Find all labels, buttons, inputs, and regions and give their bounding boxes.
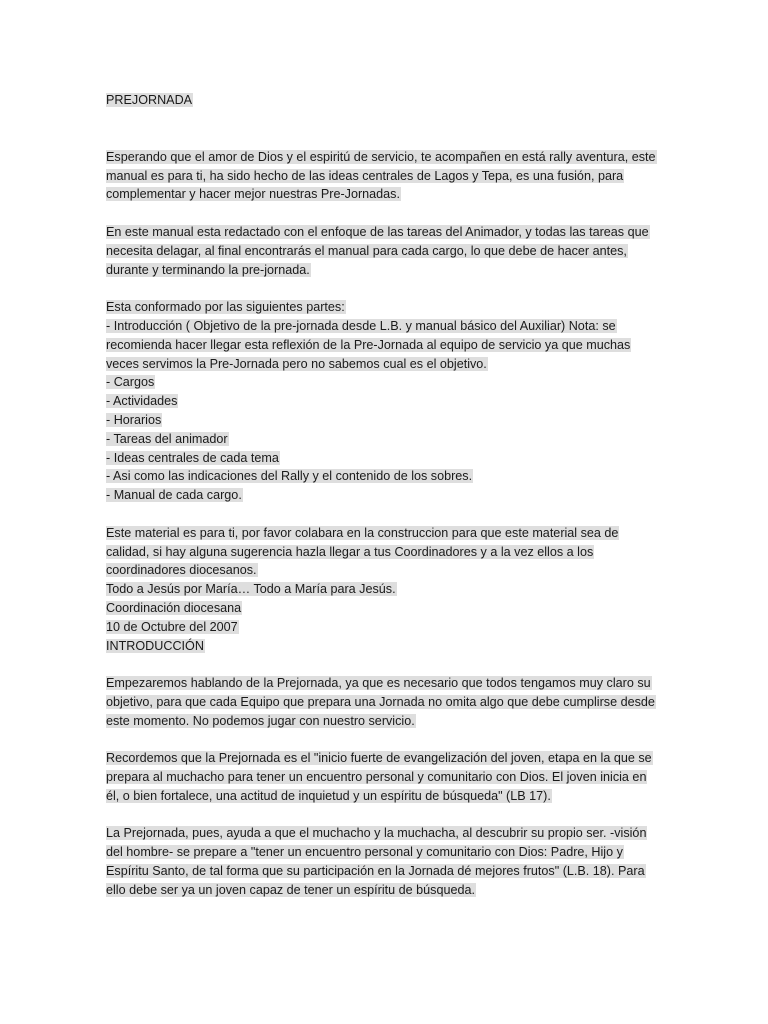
recall-line: Recordemos que la Prejornada es el "inicio fuerte de evangelización del joven, etapa en la que se bbox=[106, 751, 652, 766]
help-paragraph bbox=[106, 824, 662, 899]
objective-line: objetivo, para que cada Equipo que prepara una Jornada no omita algo que debe cumplirse desde bbox=[106, 694, 655, 709]
section-heading: INTRODUCCIÓN bbox=[106, 638, 204, 653]
document-title: PREJORNADA bbox=[106, 93, 193, 107]
help-line: del hombre- se prepare a "tener un encuentro personal y comunitario con Dios: Padre, Hijo y bbox=[106, 845, 623, 860]
recall-paragraph bbox=[106, 749, 662, 805]
intro-line: complementar y hacer mejor nuestras Pre-Jornadas. bbox=[106, 187, 400, 202]
material-paragraph bbox=[106, 524, 662, 656]
spacer bbox=[106, 110, 662, 148]
objective-paragraph bbox=[106, 674, 662, 730]
objective-line: este momento. No podemos jugar con nuestro servicio. bbox=[106, 713, 415, 728]
parts-intro-item: recomienda hacer llegar esta reflexión de la Pre-Jornada al equipo de servicio ya que muchas bbox=[106, 337, 631, 352]
spacer bbox=[106, 655, 662, 674]
manual-paragraph bbox=[106, 223, 662, 279]
parts-list-item: - Tareas del animador bbox=[106, 431, 228, 446]
help-line: La Prejornada, pues, ayuda a que el muchacho y la muchacha, al descubrir su propio ser. -visión bbox=[106, 826, 647, 841]
spacer bbox=[106, 279, 662, 298]
help-line: Espíritu Santo, de tal forma que su participación en la Jornada dé mejores frutos" (L.B. 18). Para bbox=[106, 864, 645, 879]
parts-intro-item: veces servimos la Pre-Jornada pero no sabemos cual es el objetivo. bbox=[106, 356, 487, 371]
manual-line: En este manual esta redactado con el enfoque de las tareas del Animador, y todas las tareas que bbox=[106, 224, 649, 239]
parts-intro-item: - Introducción ( Objetivo de la pre-jornada desde L.B. y manual básico del Auxiliar) Nota: se bbox=[106, 318, 616, 333]
material-line: calidad, si hay alguna sugerencia hazla llegar a tus Coordinadores y a la vez ellos a los bbox=[106, 544, 594, 559]
spacer bbox=[106, 731, 662, 750]
objective-line: Empezaremos hablando de la Prejornada, ya que es necesario que todos tengamos muy claro su bbox=[106, 676, 651, 691]
recall-line: él, o bien fortalece, una actitud de inquietud y un espíritu de búsqueda" (LB 17). bbox=[106, 788, 551, 803]
intro-line: manual es para ti, ha sido hecho de las ideas centrales de Lagos y Tepa, es una fusión, para bbox=[106, 168, 624, 183]
material-line: coordinadores diocesanos. bbox=[106, 563, 257, 578]
date: 10 de Octubre del 2007 bbox=[106, 619, 238, 634]
parts-list-item: - Manual de cada cargo. bbox=[106, 488, 242, 503]
parts-list-item: - Asi como las indicaciones del Rally y el contenido de los sobres. bbox=[106, 469, 473, 484]
help-line: ello debe ser ya un joven capaz de tener un espíritu de búsqueda. bbox=[106, 882, 475, 897]
spacer bbox=[106, 505, 662, 524]
signature: Coordinación diocesana bbox=[106, 600, 242, 615]
recall-line: prepara al muchacho para tener un encuentro personal y comunitario con Dios. El joven inicia en bbox=[106, 770, 647, 785]
intro-paragraph bbox=[106, 148, 662, 204]
parts-list-item: - Actividades bbox=[106, 394, 178, 409]
material-line: Este material es para ti, por favor colabara en la construccion para que este material sea de bbox=[106, 525, 619, 540]
spacer bbox=[106, 204, 662, 223]
motto: Todo a Jesús por María… Todo a María para Jesús. bbox=[106, 582, 396, 597]
parts-list-item: - Ideas centrales de cada tema bbox=[106, 450, 279, 465]
spacer bbox=[106, 806, 662, 825]
parts-heading: Esta conformado por las siguientes partes: bbox=[106, 300, 345, 315]
parts-list-item: - Horarios bbox=[106, 412, 162, 427]
manual-line: necesita delagar, al final encontrarás el manual para cada cargo, lo que debe de hacer antes, bbox=[106, 243, 627, 258]
manual-line: durante y terminando la pre-jornada. bbox=[106, 262, 310, 277]
intro-line: Esperando que el amor de Dios y el espiritú de servicio, te acompañen en está rally aventura, este bbox=[106, 149, 656, 164]
parts-list-item: - Cargos bbox=[106, 375, 155, 390]
parts-section bbox=[106, 298, 662, 505]
document-page bbox=[106, 91, 662, 900]
